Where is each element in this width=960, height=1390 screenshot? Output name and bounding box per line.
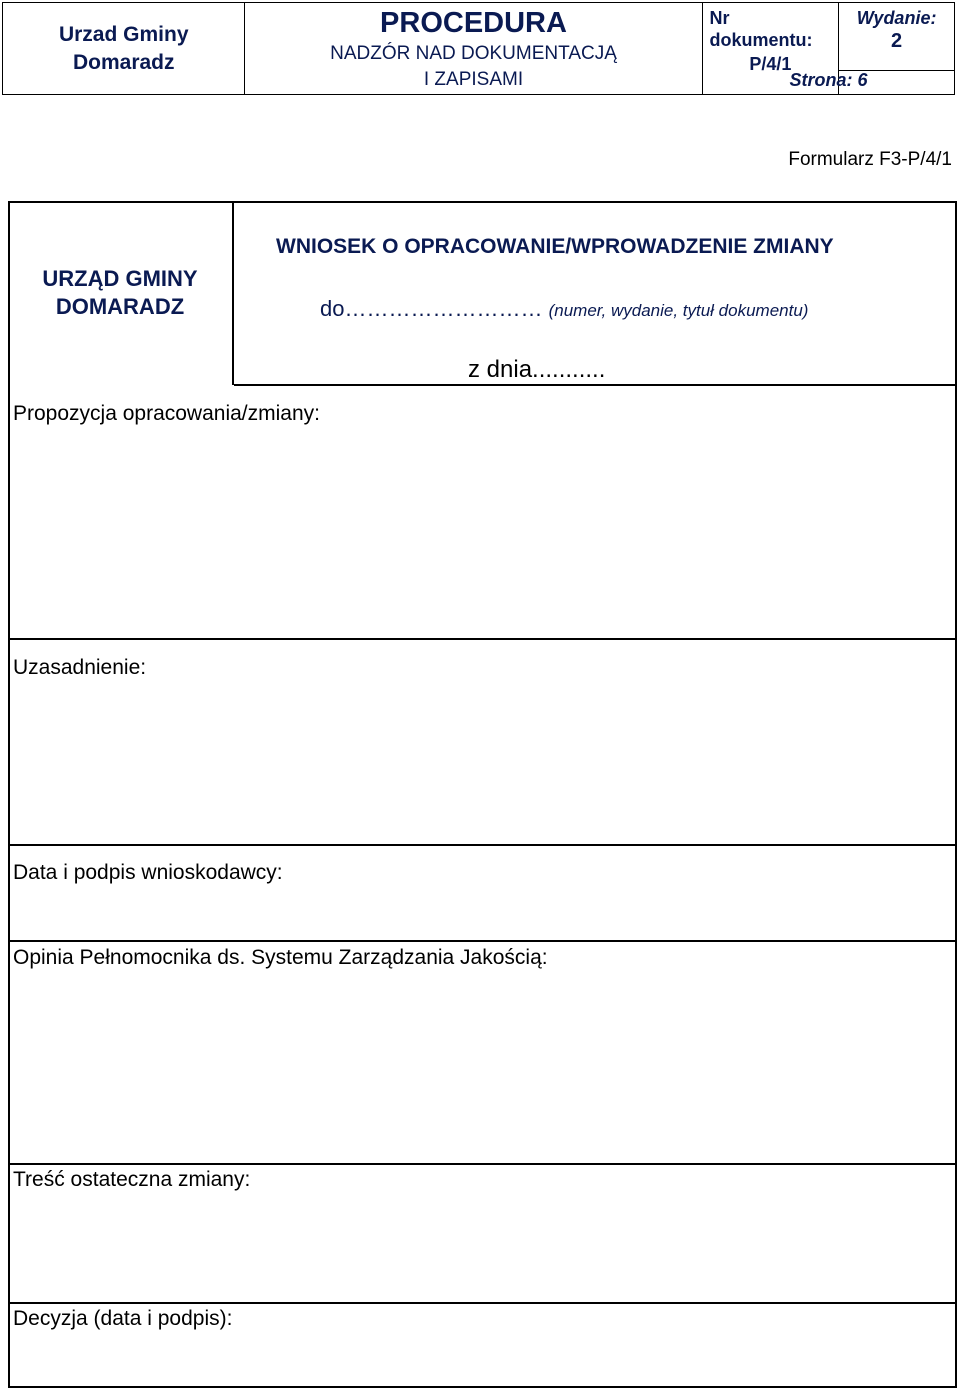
- divider-decision: [8, 1302, 957, 1304]
- edition-value: 2: [891, 30, 903, 52]
- applicant-sign-label: Data i podpis wnioskodawcy:: [13, 861, 283, 884]
- form-org-line1: URZĄD GMINY: [42, 266, 198, 291]
- justification-label: Uzasadnienie:: [13, 656, 147, 679]
- page-number: Strona: 6: [789, 70, 868, 90]
- date-field[interactable]: z dnia...........: [468, 356, 606, 383]
- procedure-subtitle-2: I ZAPISAMI: [423, 69, 524, 90]
- doc-nr-label: [710, 7, 813, 51]
- divider-final-text: [8, 1163, 957, 1165]
- form-header-divider: [234, 384, 957, 386]
- final-text-label: Treść ostateczna zmiany:: [13, 1168, 251, 1191]
- form-title: WNIOSEK O OPRACOWANIE/WPROWADZENIE ZMIANY: [276, 235, 834, 258]
- divider-opinion: [8, 940, 957, 942]
- header-org-line2: Domaradz: [72, 50, 175, 74]
- header-org-line1: Urzad Gminy: [58, 22, 189, 46]
- doc-nr-label-2: dokumentu:: [709, 30, 813, 50]
- edition-label: Wydanie:: [856, 8, 937, 28]
- doc-nr-value: P/4/1: [749, 54, 792, 74]
- form-organization: [8, 201, 234, 385]
- header-organization: [3, 3, 245, 94]
- divider-applicant: [8, 844, 957, 846]
- procedure-title: PROCEDURA: [380, 7, 567, 39]
- proposal-label: Propozycja opracowania/zmiany:: [13, 402, 320, 425]
- procedure-subtitle-1: NADZÓR NAD DOKUMENTACJĄ: [330, 43, 617, 64]
- opinion-label: Opinia Pełnomocnika ds. Systemu Zarządzania Jakością:: [13, 946, 548, 969]
- divider-justification: [8, 638, 957, 640]
- document-reference-hint: (numer, wydanie, tytuł dokumentu): [548, 301, 809, 320]
- doc-nr-label-1: Nr: [709, 8, 730, 28]
- document-reference: [320, 296, 808, 322]
- form-code: Formularz F3-P/4/1: [788, 149, 952, 170]
- document-reference-field[interactable]: do………………………: [320, 296, 543, 321]
- form-org-line2: DOMARADZ: [55, 294, 185, 319]
- decision-label: Decyzja (data i podpis):: [13, 1307, 233, 1330]
- header-procedure: [245, 3, 702, 94]
